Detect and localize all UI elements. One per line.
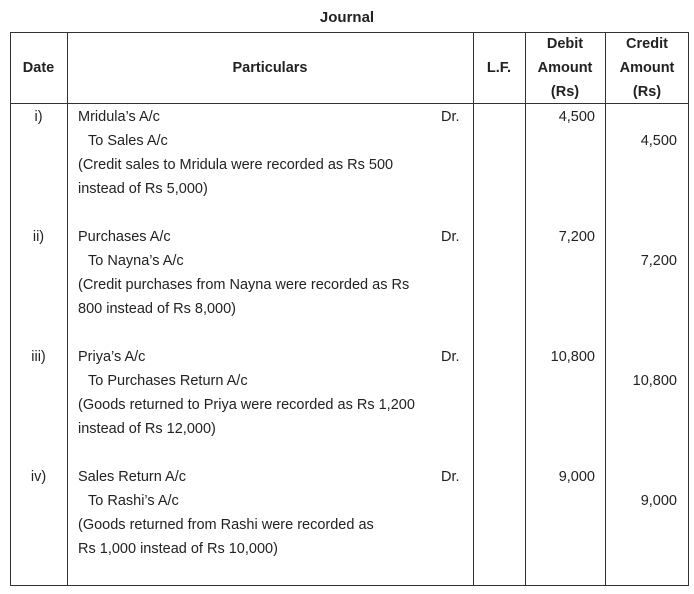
narration: instead of Rs 5,000) xyxy=(78,181,208,197)
debit-amount: 7,200 xyxy=(558,229,595,245)
credit-account: To Nayna’s A/c xyxy=(88,253,184,269)
entry-date: i) xyxy=(34,109,43,125)
narration: (Goods returned to Priya were recorded as Rs 1,200 xyxy=(78,397,415,413)
debit-account: Priya’s A/c xyxy=(78,349,146,365)
narration: 800 instead of Rs 8,000) xyxy=(78,301,236,317)
header-debit: (Rs) xyxy=(550,84,580,100)
credit-amount: 4,500 xyxy=(640,133,677,149)
header-date: Date xyxy=(22,60,55,76)
debit-amount: 9,000 xyxy=(558,469,595,485)
column-divider xyxy=(473,32,474,585)
dr-label: Dr. xyxy=(441,469,460,485)
narration: instead of Rs 12,000) xyxy=(78,421,216,437)
column-divider xyxy=(67,32,68,585)
header-debit: Debit xyxy=(546,36,584,52)
header-lf: L.F. xyxy=(486,60,512,76)
header-debit: Amount xyxy=(537,60,593,76)
header-credit: Amount xyxy=(619,60,675,76)
credit-amount: 9,000 xyxy=(640,493,677,509)
debit-amount: 10,800 xyxy=(550,349,595,365)
dr-label: Dr. xyxy=(441,229,460,245)
entry-date: iii) xyxy=(31,349,46,365)
narration: (Credit purchases from Nayna were recorded as Rs xyxy=(78,277,410,293)
credit-account: To Purchases Return A/c xyxy=(88,373,248,389)
narration: (Goods returned from Rashi were recorded as xyxy=(78,517,374,533)
credit-amount: 10,800 xyxy=(632,373,677,389)
credit-account: To Rashi’s A/c xyxy=(88,493,179,509)
header-credit: (Rs) xyxy=(632,84,662,100)
dr-label: Dr. xyxy=(441,349,460,365)
debit-account: Mridula’s A/c xyxy=(78,109,160,125)
entry-date: iv) xyxy=(30,469,47,485)
debit-amount: 4,500 xyxy=(558,109,595,125)
header-particulars: Particulars xyxy=(232,60,308,76)
page-title: Journal xyxy=(319,9,375,26)
debit-account: Sales Return A/c xyxy=(78,469,186,485)
narration: Rs 1,000 instead of Rs 10,000) xyxy=(78,541,278,557)
header-credit: Credit xyxy=(626,36,668,52)
credit-account: To Sales A/c xyxy=(88,133,168,149)
entry-date: ii) xyxy=(32,229,45,245)
credit-amount: 7,200 xyxy=(640,253,677,269)
dr-label: Dr. xyxy=(441,109,460,125)
debit-account: Purchases A/c xyxy=(78,229,171,245)
narration: (Credit sales to Mridula were recorded as Rs 500 xyxy=(78,157,394,173)
